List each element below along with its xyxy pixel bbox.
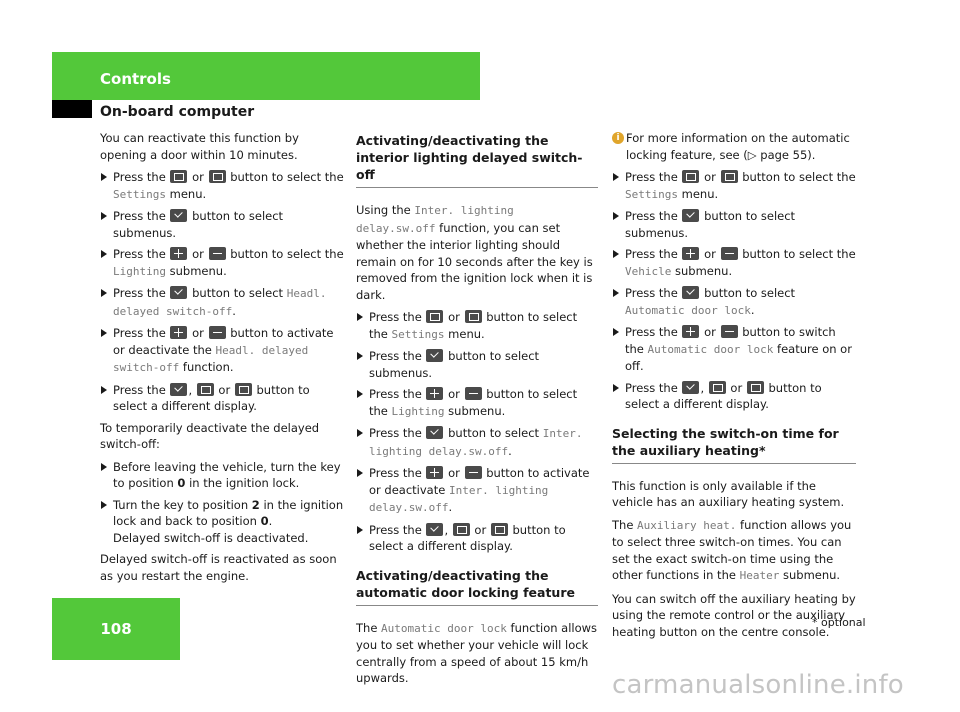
page-number-box [52, 598, 180, 660]
paragraph: This function is only available if the vehicle has an auxiliary heating system. [612, 478, 845, 509]
step: Press the or button to select the Vehicle submenu. [612, 246, 856, 280]
temp-deactivate-text: To temporarily deactivate the delayed switch-off: [100, 420, 320, 451]
step: Turn the key to position 2 in the ignition lock and back to position 0. Delayed switch-off is deactivated. [100, 497, 345, 547]
check-button-icon [426, 426, 443, 439]
section-heading: Activating/deactivating the automatic door locking feature [356, 567, 598, 606]
page-number: 108 [100, 620, 132, 638]
page-button-icon [453, 523, 470, 536]
page-button-icon [747, 381, 764, 394]
column-1 [100, 130, 345, 590]
page-button-icon [709, 381, 726, 394]
minus-button-icon [209, 326, 226, 339]
step: Press the button to select Headl. delayed switch-off. [100, 285, 345, 320]
step: Press the button to select submenus. [612, 208, 856, 241]
minus-button-icon [465, 387, 482, 400]
check-button-icon [426, 349, 443, 362]
bullet-triangle-icon [101, 501, 107, 509]
bullet-triangle-icon [613, 173, 619, 181]
bullet-triangle-icon [101, 212, 107, 220]
check-button-icon [170, 286, 187, 299]
paragraph: You can switch off the auxiliary heating by using the remote control or the auxiliary heating button on the centre console. [612, 591, 856, 639]
watermark: carmanualsonline.info [612, 670, 904, 700]
step: Press the or button to activate or deactivate Inter. lighting delay.sw.off. [356, 465, 598, 517]
section-heading: Selecting the switch-on time for the auxiliary heating* [612, 425, 856, 464]
page-button-icon [235, 383, 252, 396]
info-icon: i [612, 132, 624, 144]
minus-button-icon [209, 247, 226, 260]
step: Press the or button to activate or deactivate the Headl. delayed switch-off function. [100, 325, 345, 377]
page-button-icon [170, 170, 187, 183]
check-button-icon [170, 209, 187, 222]
bullet-triangle-icon [357, 429, 363, 437]
step: Press the or button to select the Settings menu. [356, 309, 598, 343]
bullet-triangle-icon [101, 329, 107, 337]
plus-button-icon [426, 466, 443, 479]
minus-button-icon [721, 247, 738, 260]
page-button-icon [465, 310, 482, 323]
page-button-icon [426, 310, 443, 323]
header-tab-marker [52, 100, 92, 118]
step: Press the button to select Automatic door lock. [612, 285, 856, 319]
step: Press the button to select Inter. lighting delay.sw.off. [356, 425, 598, 460]
bullet-triangle-icon [357, 526, 363, 534]
plus-button-icon [170, 326, 187, 339]
bullet-triangle-icon [357, 352, 363, 360]
column-3 [612, 130, 856, 646]
check-button-icon [170, 383, 187, 396]
bullet-triangle-icon [357, 390, 363, 398]
step: Press the , or button to select a different display. [356, 522, 598, 555]
step: Press the or button to select the Lighting submenu. [356, 386, 598, 420]
minus-button-icon [465, 466, 482, 479]
step: Press the or button to select the Lighting submenu. [100, 246, 345, 280]
page-button-icon [721, 170, 738, 183]
plus-button-icon [682, 247, 699, 260]
bullet-triangle-icon [613, 212, 619, 220]
check-button-icon [682, 286, 699, 299]
footnote: * optional [812, 616, 866, 629]
minus-button-icon [721, 325, 738, 338]
paragraph: Using the Inter. lighting delay.sw.off function, you can set whether the interior lighting should remain on for 10 seconds after the key is removed from the ignition lock when it is dark. [356, 203, 593, 302]
paragraph: The Auxiliary heat. function allows you to select three switch-on times. You can set the exact switch-on time using the other functions in the Heater submenu. [612, 517, 852, 582]
plus-button-icon [682, 325, 699, 338]
step: Before leaving the vehicle, turn the key to position 0 in the ignition lock. [100, 459, 345, 492]
page-button-icon [682, 170, 699, 183]
check-button-icon [682, 381, 699, 394]
step: Press the or button to select the Settings menu. [612, 169, 856, 203]
bullet-triangle-icon [613, 289, 619, 297]
section-heading: Activating/deactivating the interior lighting delayed switch-off [356, 132, 598, 188]
column-2 [356, 132, 598, 693]
plus-button-icon [426, 387, 443, 400]
step: Press the button to select submenus. [356, 348, 598, 381]
info-note: i For more information on the automatic locking feature, see (▷ page 55). [612, 130, 856, 163]
step: Press the or button to switch the Automatic door lock feature on or off. [612, 324, 856, 375]
step: Press the button to select submenus. [100, 208, 345, 241]
check-button-icon [682, 209, 699, 222]
bullet-triangle-icon [101, 173, 107, 181]
intro-text: You can reactivate this function by opening a door within 10 minutes. [100, 131, 299, 162]
bullet-triangle-icon [101, 289, 107, 297]
bullet-triangle-icon [101, 250, 107, 258]
check-button-icon [426, 523, 443, 536]
page-button-icon [209, 170, 226, 183]
section-title: Controls [100, 70, 171, 88]
bullet-triangle-icon [613, 250, 619, 258]
paragraph: The Automatic door lock function allows you to set whether your vehicle will lock centrally from a speed of about 15 km/h upwards. [356, 620, 598, 685]
step: Press the , or button to select a different display. [100, 382, 345, 415]
page-button-icon [491, 523, 508, 536]
bullet-triangle-icon [357, 313, 363, 321]
bullet-triangle-icon [101, 463, 107, 471]
bullet-triangle-icon [101, 386, 107, 394]
page-heading: On-board computer [100, 104, 255, 120]
step: Press the or button to select the Settings menu. [100, 169, 345, 203]
bullet-triangle-icon [357, 469, 363, 477]
step: Press the , or button to select a different display. [612, 380, 856, 413]
bullet-triangle-icon [613, 384, 619, 392]
plus-button-icon [170, 247, 187, 260]
page-button-icon [197, 383, 214, 396]
bullet-triangle-icon [613, 328, 619, 336]
outro-text: Delayed switch-off is reactivated as soon as you restart the engine. [100, 552, 337, 583]
